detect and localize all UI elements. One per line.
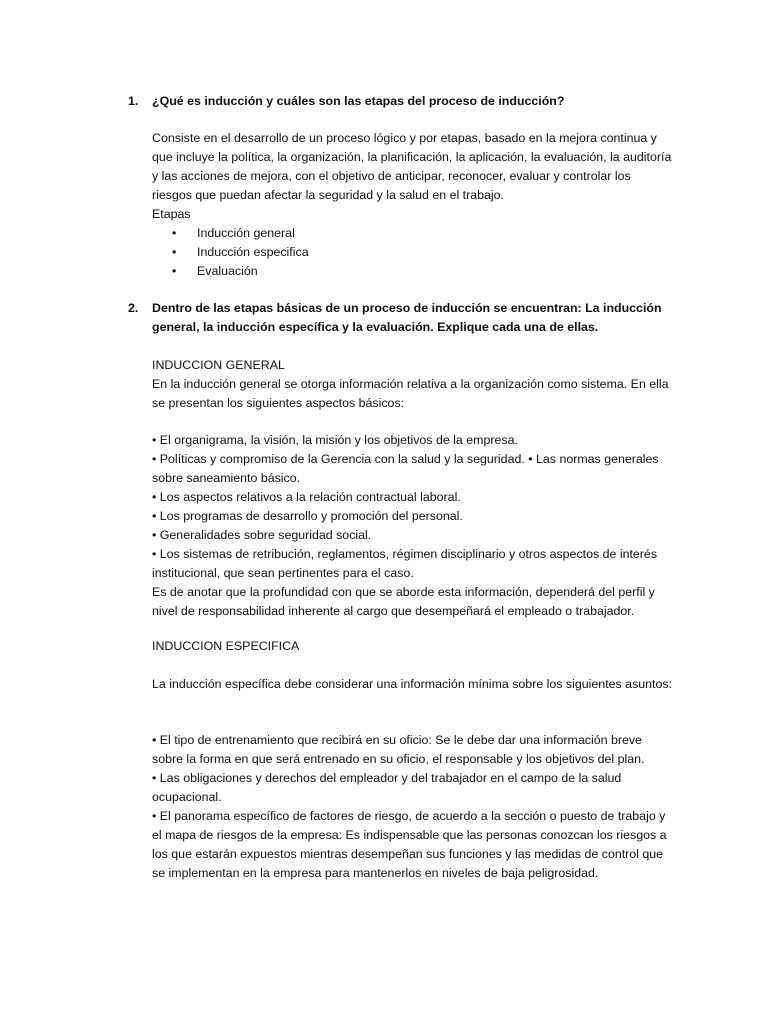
list-item	[152, 243, 672, 262]
question-2	[128, 299, 672, 337]
induccion-general-closing: Es de anotar que la profundidad con que se aborde esta información, dependerá del perfil y nivel de responsabilidad inherente al cargo que desempeñará el empleado o trabajador.	[152, 585, 655, 618]
list-item: • Las obligaciones y derechos del empleador y del trabajador en el campo de la salud ocupacional.	[152, 771, 622, 804]
list-item	[152, 224, 672, 243]
list-item	[152, 262, 672, 281]
induccion-especifica-heading-block	[152, 637, 672, 656]
bullet-icon: •	[172, 245, 177, 259]
list-item: • El organigrama, la visión, la misión y los objetivos de la empresa.	[152, 433, 518, 447]
induccion-general-intro: En la inducción general se otorga información relativa a la organización como sistema. En ella se presentan los siguientes aspectos básicos:	[152, 377, 669, 410]
list-item: • Generalidades sobre seguridad social.	[152, 528, 372, 542]
question-1-answer-block	[152, 129, 672, 281]
etapas-list	[152, 224, 672, 281]
induccion-general-heading: INDUCCION GENERAL	[152, 358, 285, 372]
induccion-general-section	[152, 356, 672, 413]
question-1-answer: Consiste en el desarrollo de un proceso lógico y por etapas, basado en la mejora continua y que incluye la política, la organización, la planificación, la aplicación, la evaluación, la auditoría y las acciones de mejora, con el objetivo de anticipar, reconocer, evaluar y controlar los riesgos que puedan afectar la seguridad y la salud en el trabajo.	[152, 131, 672, 202]
etapa-label: Inducción especifica	[197, 245, 309, 259]
induccion-especifica-intro-block	[152, 675, 672, 694]
induccion-general-points	[152, 431, 672, 621]
question-2-number: 2.	[128, 301, 139, 315]
list-item: • El panorama específico de factores de riesgo, de acuerdo a la sección o puesto de trabajo y el mapa de riesgos de la empresa: Es indispensable que las personas conozcan los riesgos a los que estarán expuestos mientras desempeñan sus funciones y las medidas de control que se implementan en la empresa para mantenerlos en niveles de baja peligrosidad.	[152, 809, 667, 880]
induccion-especifica-points	[152, 731, 672, 883]
bullet-icon: •	[172, 264, 177, 278]
question-1-number: 1.	[128, 94, 139, 108]
question-1	[128, 92, 672, 111]
list-item: • Los sistemas de retribución, reglamentos, régimen disciplinario y otros aspectos de interés institucional, que sean pertinentes para el caso.	[152, 547, 658, 580]
list-item: • Políticas y compromiso de la Gerencia con la salud y la seguridad. • Las normas generales sobre saneamiento básico.	[152, 452, 659, 485]
etapas-label: Etapas	[152, 207, 191, 221]
etapa-label: Evaluación	[197, 264, 258, 278]
list-item: • Los aspectos relativos a la relación contractual laboral.	[152, 490, 461, 504]
list-item: • Los programas de desarrollo y promoción del personal.	[152, 509, 463, 523]
list-item: • El tipo de entrenamiento que recibirá en su oficio: Se le debe dar una información breve sobre la forma en que será entrenado en su oficio, el responsable y los objetivos del plan.	[152, 733, 645, 766]
bullet-icon: •	[172, 226, 177, 240]
etapa-label: Inducción general	[197, 226, 295, 240]
question-2-title: Dentro de las etapas básicas de un proceso de inducción se encuentran: La inducción general, la inducción específica y la evaluación. Explique cada una de ellas.	[152, 301, 662, 334]
question-1-title: ¿Qué es inducción y cuáles son las etapas del proceso de inducción?	[152, 94, 565, 108]
induccion-especifica-intro: La inducción específica debe considerar una información mínima sobre los siguientes asuntos:	[152, 677, 673, 691]
induccion-especifica-heading: INDUCCION ESPECIFICA	[152, 639, 300, 653]
